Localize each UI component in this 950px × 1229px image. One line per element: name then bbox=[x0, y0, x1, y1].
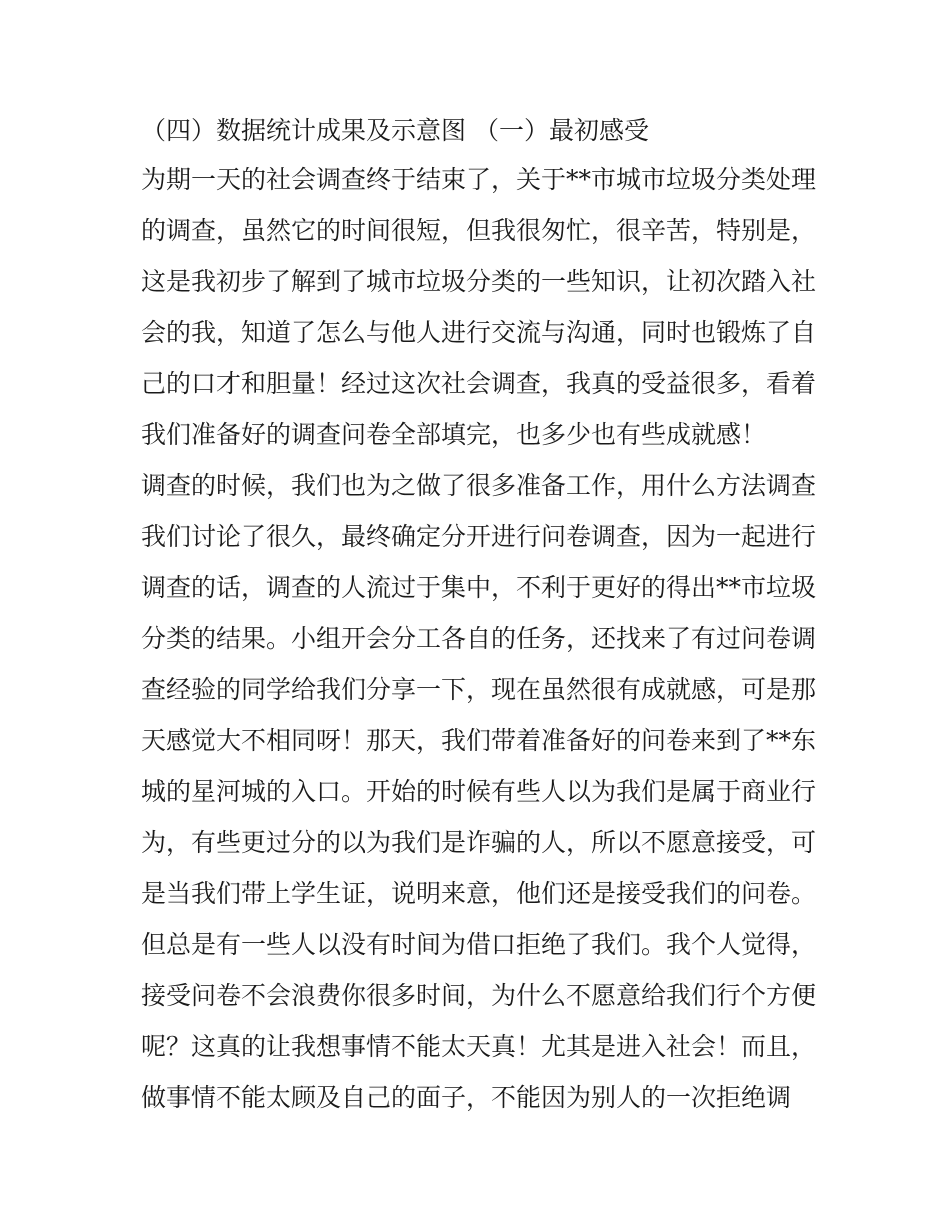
paragraph-line: 是当我们带上学生证，说明来意，他们还是接受我们的问卷。 bbox=[141, 879, 817, 908]
paragraph-line: 的调查，虽然它的时间很短，但我很匆忙，很辛苦，特别是， bbox=[141, 216, 817, 245]
paragraph-line: 天感觉大不相同呀！那天，我们带着准备好的问卷来到了**东 bbox=[141, 726, 817, 755]
paragraph-line: 做事情不能太顾及自己的面子，不能因为别人的一次拒绝调 bbox=[141, 1083, 792, 1112]
paragraph-line: 调查的时候，我们也为之做了很多准备工作，用什么方法调查 bbox=[141, 471, 817, 500]
paragraph-line: 会的我，知道了怎么与他人进行交流与沟通，同时也锻炼了自 bbox=[141, 318, 817, 347]
paragraph-line: 城的星河城的入口。开始的时候有些人以为我们是属于商业行 bbox=[141, 777, 817, 806]
paragraph-line: 接受问卷不会浪费你很多时间，为什么不愿意给我们行个方便 bbox=[141, 981, 817, 1010]
paragraph-line: 这是我初步了解到了城市垃圾分类的一些知识，让初次踏入社 bbox=[141, 267, 817, 296]
paragraph-line: 己的口才和胆量！经过这次社会调查，我真的受益很多，看着 bbox=[141, 369, 817, 398]
paragraph-line: 分类的结果。小组开会分工各自的任务，还找来了有过问卷调 bbox=[141, 624, 817, 653]
paragraph-line: 查经验的同学给我们分享一下，现在虽然很有成就感，可是那 bbox=[141, 675, 817, 704]
paragraph-line: 我们讨论了很久，最终确定分开进行问卷调查，因为一起进行 bbox=[141, 522, 817, 551]
paragraph-line: 但总是有一些人以没有时间为借口拒绝了我们。我个人觉得， bbox=[141, 930, 817, 959]
paragraph-line: 我们准备好的调查问卷全部填完，也多少也有些成就感！ bbox=[141, 420, 767, 449]
paragraph-line: 调查的话，调查的人流过于集中，不利于更好的得出**市垃圾 bbox=[141, 573, 817, 602]
paragraph-line: 为，有些更过分的以为我们是诈骗的人，所以不愿意接受，可 bbox=[141, 828, 817, 857]
paragraph-line: 为期一天的社会调查终于结束了，关于**市城市垃圾分类处理 bbox=[141, 165, 817, 194]
document-body bbox=[141, 108, 821, 1123]
section-heading: （四）数据统计成果及示意图 （一）最初感受 bbox=[141, 116, 649, 145]
paragraph-line: 呢？这真的让我想事情不能太天真！尤其是进入社会！而且， bbox=[141, 1032, 817, 1061]
